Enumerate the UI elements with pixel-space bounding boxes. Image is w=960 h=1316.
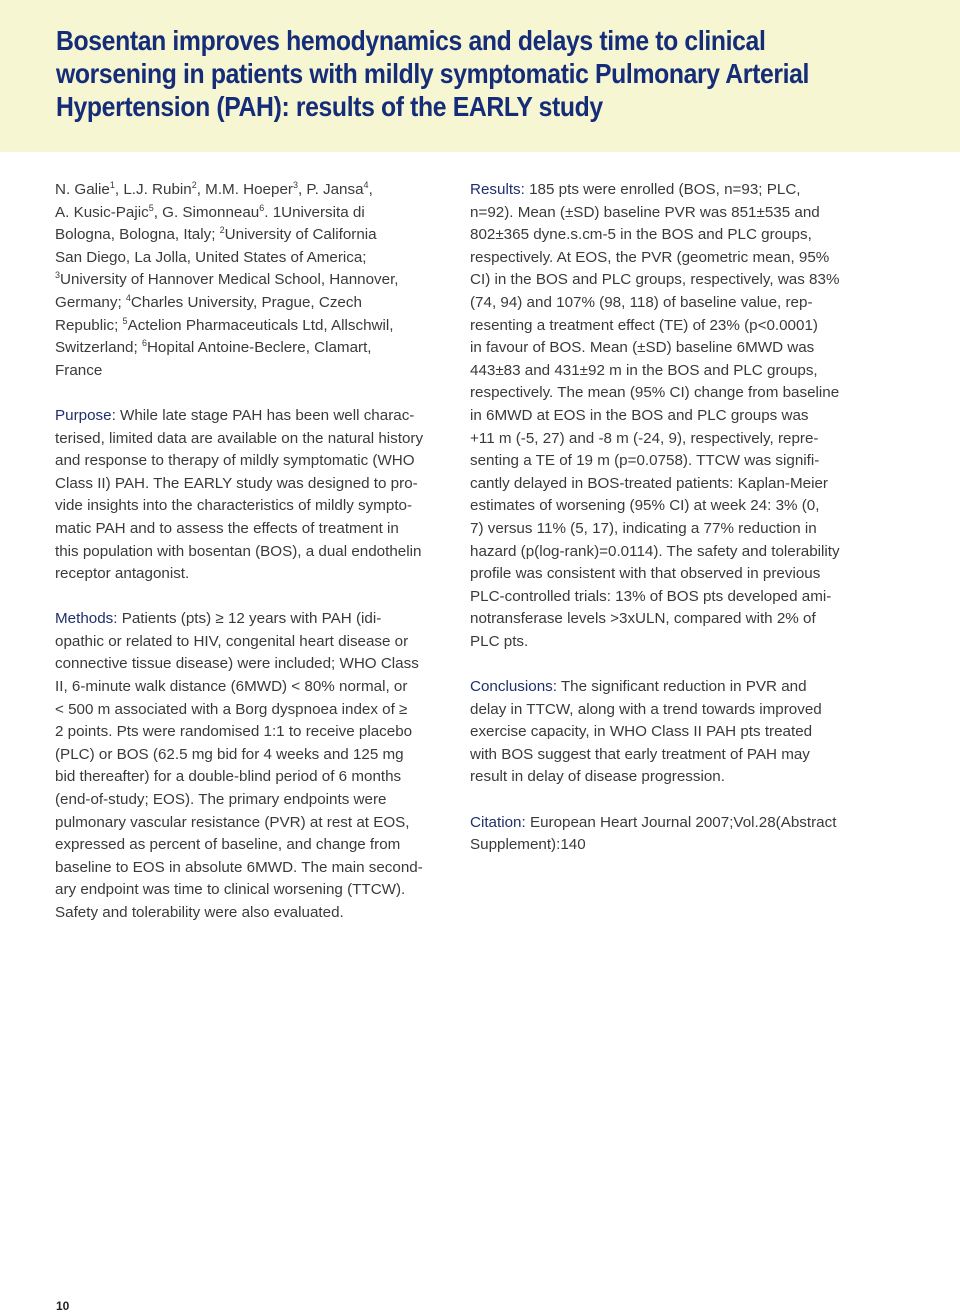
conclusions-line: with BOS suggest that early treatment of PAH may: [470, 745, 810, 763]
title-line: Bosentan improves hemodynamics and delays time to clinical: [56, 25, 766, 56]
methods-line: (end-of-study; EOS). The primary endpoints were: [55, 791, 387, 809]
results-line: CI) in the BOS and PLC groups, respectively, was 83%: [470, 271, 840, 289]
results-section: [470, 179, 890, 653]
conclusions-line: exercise capacity, in WHO Class II PAH pts treated: [470, 723, 813, 741]
purpose-line: Class II) PAH. The EARLY study was designed to pro-: [55, 474, 418, 492]
results-line: notransferase levels >3xULN, compared with 2% of: [470, 610, 816, 628]
methods-line: < 500 m associated with a Borg dyspnoea index of ≥: [55, 700, 408, 718]
methods-section: [55, 608, 455, 924]
results-line: profile was consistent with that observed in previous: [470, 565, 821, 583]
page-number: 10: [56, 1299, 70, 1313]
results-line: resenting a treatment effect (TE) of 23% (p<0.0001): [470, 316, 818, 334]
methods-line: Safety and tolerability were also evaluated.: [55, 904, 344, 921]
purpose-line: and response to therapy of mildly symptomatic (WHO: [55, 452, 415, 470]
methods-line: expressed as percent of baseline, and change from: [55, 836, 401, 854]
conclusions-line: Conclusions: The significant reduction in PVR and: [470, 678, 807, 696]
results-line: hazard (p(log-rank)=0.0114). The safety and tolerability: [470, 542, 840, 560]
purpose-line: vide insights into the characteristics of mildly sympto-: [55, 497, 413, 515]
results-line: PLC-controlled trials: 13% of BOS pts developed ami-: [470, 587, 832, 605]
methods-line: ary endpoint was time to clinical worsening (TTCW).: [55, 881, 406, 899]
results-line: 802±365 dyne.s.cm-5 in the BOS and PLC groups,: [470, 226, 812, 244]
purpose-line: matic PAH and to assess the effects of treatment in: [55, 519, 399, 537]
article-title: [56, 24, 830, 123]
results-line: senting a TE of 19 m (p=0.0758). TTCW was signifi-: [470, 452, 820, 470]
title-line: worsening in patients with mildly symptomatic Pulmonary Arterial: [56, 58, 810, 89]
purpose-line: receptor antagonist.: [55, 565, 190, 583]
results-line: 443±83 and 431±92 m in the BOS and PLC groups,: [470, 361, 818, 379]
purpose-section: [55, 405, 455, 586]
results-line: in 6MWD at EOS in the BOS and PLC groups was: [470, 406, 809, 424]
results-line: respectively. The mean (95% CI) change from baseline: [470, 384, 840, 402]
results-line: cantly delayed in BOS-treated patients: Kaplan-Meier: [470, 474, 828, 492]
affiliation-line: Germany; $^4$Charles University, Prague, Czech: [55, 292, 362, 311]
affiliation-line: France: [55, 361, 103, 379]
citation-line: Citation: European Heart Journal 2007;Vol.28(Abstract: [470, 813, 837, 831]
methods-line: Methods: Patients (pts) ≥ 12 years with PAH (idi-: [55, 610, 382, 628]
results-line: in favour of BOS. Mean (±SD) baseline 6MWD was: [470, 339, 815, 357]
results-line: estimates of worsening (95% CI) at week 24: 3% (0,: [470, 497, 820, 515]
citation-label: Citation:: [470, 813, 526, 831]
results-line: respectively. At EOS, the PVR (geometric mean, 95%: [470, 248, 830, 266]
affiliation-line: Switzerland; $^6$Hopital Antoine-Beclere, Clamart,: [55, 338, 372, 357]
author-line: A. Kusic-Pajic$^5$, G. Simonneau$^6$. 1Universita di: [55, 202, 365, 221]
citation-section: [470, 812, 890, 857]
methods-line: 2 points. Pts were randomised 1:1 to receive placebo: [55, 723, 413, 741]
citation-line: Supplement):140: [470, 836, 586, 854]
methods-label: Methods:: [55, 610, 118, 628]
purpose-line: this population with bosentan (BOS), a dual endothelin: [55, 542, 422, 560]
right-column: [470, 179, 890, 857]
conclusions-line: delay in TTCW, along with a trend towards improved: [470, 700, 822, 718]
conclusions-label: Conclusions:: [470, 678, 557, 696]
left-column: [55, 179, 455, 925]
results-line: n=92). Mean (±SD) baseline PVR was 851±535 and: [470, 203, 820, 221]
results-label: Results:: [470, 181, 525, 198]
authors-affiliations: [55, 179, 455, 382]
conclusions-line: result in delay of disease progression.: [470, 768, 725, 786]
affiliation-line: $^3$University of Hannover Medical School, Hannover,: [55, 270, 399, 289]
methods-line: connective tissue disease) were included; WHO Class: [55, 655, 419, 673]
title-band: [0, 0, 960, 152]
methods-line: baseline to EOS in absolute 6MWD. The main second-: [55, 858, 423, 876]
methods-line: (PLC) or BOS (62.5 mg bid for 4 weeks and 125 mg: [55, 745, 404, 763]
purpose-line: Purpose: While late stage PAH has been well charac-: [55, 406, 415, 424]
results-line: PLC pts.: [470, 632, 529, 650]
methods-line: pulmonary vascular resistance (PVR) at rest at EOS,: [55, 813, 410, 831]
results-line: Results: 185 pts were enrolled (BOS, n=93; PLC,: [470, 181, 801, 198]
affiliation-line: San Diego, La Jolla, United States of America;: [55, 248, 367, 266]
purpose-label: Purpose:: [55, 406, 116, 424]
results-line: (74, 94) and 107% (98, 118) of baseline value, rep-: [470, 293, 813, 311]
purpose-line: terised, limited data are available on the natural history: [55, 429, 424, 447]
affiliation-line: Bologna, Bologna, Italy; $^2$University of California: [55, 225, 377, 244]
methods-line: opathic or related to HIV, congenital heart disease or: [55, 632, 409, 650]
results-line: 7) versus 11% (5, 17), indicating a 77% reduction in: [470, 519, 817, 537]
author-line: N. Galie$^1$, L.J. Rubin$^2$, M.M. Hoeper$^3$, P. Jansa$^4$,: [55, 180, 373, 198]
methods-line: bid thereafter) for a double-blind period of 6 months: [55, 768, 402, 786]
affiliation-line: Republic; $^5$Actelion Pharmaceuticals Ltd, Allschwil,: [55, 315, 394, 334]
methods-line: II, 6-minute walk distance (6MWD) < 80% normal, or: [55, 678, 408, 696]
conclusions-section: [470, 676, 890, 789]
title-line: Hypertension (PAH): results of the EARLY study: [56, 91, 603, 122]
results-line: +11 m (-5, 27) and -8 m (-24, 9), respectively, repre-: [470, 429, 819, 447]
